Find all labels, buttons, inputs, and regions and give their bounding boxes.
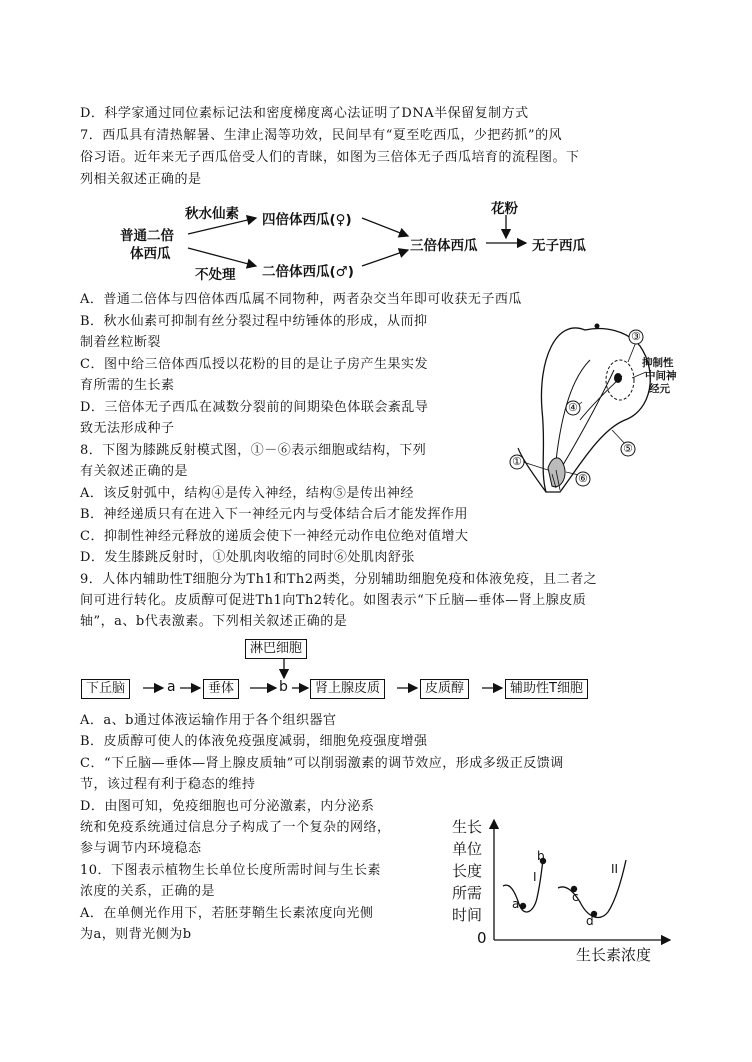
point-b-label: b [537,849,545,863]
point-a-label: a [512,897,520,911]
y-axis-label-5: 时间 [452,906,483,924]
label-3: ③ [631,330,641,343]
option-b: B．皮质醇可使人的体液免疫强度减弱，细胞免疫强度增强 [80,734,428,749]
adrenal-cortex-box: 肾上腺皮质 [310,679,385,699]
inhibitory-neuron-label-3: 经元 [649,383,670,395]
normal-diploid-label-2: 体西瓜 [130,246,171,262]
text-line: 间可进行转化。皮质醇可促进Th1向Th2转化。如图表示“下丘脑—垂体—肾上腺皮质 [80,593,587,608]
point-d-label: d [586,914,594,928]
option-d: D．三倍体无子西瓜在减数分裂前的间期染色体联会紊乱导 [80,400,429,415]
option-c: C．“下丘脑—垂体—肾上腺皮质轴”可以削弱激素的调节效应，形成多级正反馈调 [80,756,564,771]
triploid-label: 三倍体西瓜 [410,238,478,254]
option-a: A．在单侧光作用下，若胚芽鞘生长素浓度向光侧 [80,906,374,921]
text-line: 有关叙述正确的是 [80,464,189,479]
option-a: A．该反射弧中，结构④是传入神经，结构⑤是传出神经 [80,486,414,501]
question-7-stem: 7．西瓜具有清热解暑、生津止渴等功效，民间早有“夏至吃西瓜，少把药抓”的风 [80,128,563,143]
curve-ii-label: II [611,862,619,876]
normal-diploid-label: 普通二倍 [120,228,174,244]
text-line: 制着丝粒断裂 [80,335,162,350]
pituitary-box: 垂体 [203,679,239,699]
y-axis-label-4: 所需 [452,884,483,902]
text-line: 列相关叙述正确的是 [80,172,202,187]
colchicine-label: 秋水仙素 [185,206,239,222]
option-a: A．a、b通过体液运输作用于各个组织器官 [80,713,337,728]
inhibitory-neuron-label: 抑制性 [642,357,674,369]
hormone-a-label: a [167,679,176,695]
helper-t-cell-box: 辅助性T细胞 [505,679,588,699]
hypothalamus-box: 下丘脑 [81,679,130,699]
inhibitory-neuron-label-2: 中间神 [645,370,677,382]
label-5: ⑤ [623,442,633,455]
option-d: D．发生膝跳反射时，①处肌肉收缩的同时⑥处肌肉舒张 [80,550,415,565]
option-b: B．神经递质只有在进入下一神经元内与受体结合后才能发挥作用 [80,507,469,522]
text-line: 参与调节内环境稳态 [80,841,202,856]
pollen-label: 花粉 [491,201,518,217]
question-8-stem: 8．下图为膝跳反射模式图，①－⑥表示细胞或结构，下列 [80,443,427,458]
text-line: 统和免疫系统通过信息分子构成了一个复杂的网络， [80,820,391,835]
text-line: 俗习语。近年来无子西瓜倍受人们的青睐，如图为三倍体无子西瓜培育的流程图。下 [80,150,580,165]
origin-label: 0 [477,929,487,947]
tetraploid-label: 四倍体西瓜(♀) [262,212,352,228]
option-a: A．普通二倍体与四倍体西瓜属不同物种，两者杂交当年即可收获无子西瓜 [80,292,522,307]
untreated-label: 不处理 [195,267,236,283]
hormone-b-label: b [279,679,288,695]
label-6: ⑥ [578,472,588,485]
lymphocyte-box: 淋巴细胞 [245,639,307,659]
cortisol-box: 皮质醇 [420,679,469,699]
y-axis-label-2: 单位 [452,840,483,858]
y-axis-label-3: 长度 [452,862,483,880]
option-c: C．抑制性神经元释放的递质会使下一神经元动作电位绝对值增大 [80,529,469,544]
text-line: D．科学家通过同位素标记法和密度梯度离心法证明了DNA半保留复制方式 [80,106,529,121]
option-b: B．秋水仙素可抑制有丝分裂过程中纺锤体的形成，从而抑 [80,314,428,329]
curve-i-label: I [533,870,537,884]
text-line: 致无法形成种子 [80,421,175,436]
text-line: 为a，则背光侧为b [80,927,192,942]
x-axis-label: 生长素浓度 [576,946,652,964]
seedless-label: 无子西瓜 [532,238,586,254]
label-1: ① [512,455,522,468]
label-4: ④ [568,401,578,414]
text-line: 节，该过程有利于稳态的维持 [80,777,256,792]
option-d: D．由图可知，免疫细胞也可分泌激素，内分泌系 [80,799,375,814]
y-axis-label-1: 生长 [452,818,483,836]
question-9-stem: 9．人体内辅助性T细胞分为Th1和Th2两类，分别辅助细胞免疫和体液免疫，且二者之 [80,572,598,587]
diploid-label: 二倍体西瓜(♂) [262,264,354,280]
option-c: C．图中给三倍体西瓜授以花粉的目的是让子房产生果实发 [80,357,428,372]
question-10-stem: 10．下图表示植物生长单位长度所需时间与生长素 [80,863,382,878]
text-line: 育所需的生长素 [80,378,175,393]
text-line: 浓度的关系，正确的是 [80,884,216,899]
text-line: 轴”，a、b代表激素。下列相关叙述正确的是 [80,614,348,629]
point-c-label: c [572,890,579,904]
